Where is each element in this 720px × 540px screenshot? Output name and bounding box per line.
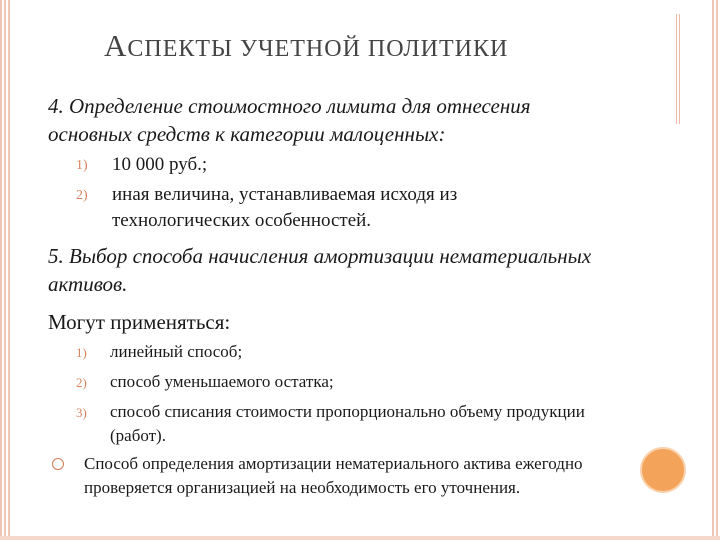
section-4-line-1: 4. Определение стоимостного лимита для отнесения <box>48 94 531 118</box>
list-item-text: линейный способ; <box>110 342 243 361</box>
title-rest: СПЕКТЫ УЧЕТНОЙ ПОЛИТИКИ <box>127 36 509 62</box>
section-5-heading <box>48 242 591 298</box>
top-right-line-decoration <box>676 14 680 124</box>
bottom-frame-decoration <box>0 536 720 540</box>
list-number: 1) <box>76 345 87 360</box>
right-frame-decoration <box>710 0 720 540</box>
list-item <box>76 400 585 448</box>
section-5-line-2: активов. <box>48 272 128 296</box>
orange-circle-decoration <box>640 447 686 493</box>
section-4-line-2: основных средств к категории малоценных: <box>48 122 446 146</box>
list-number: 2) <box>76 188 88 203</box>
list-item <box>76 340 585 364</box>
note-line-1: Способ определения амортизации нематериального актива ежегодно <box>84 454 583 473</box>
list-number: 3) <box>76 405 87 420</box>
list-item-text: технологических особенностей. <box>112 210 372 231</box>
list-item <box>76 370 585 394</box>
list-number: 1) <box>76 158 88 173</box>
note-text <box>84 452 583 500</box>
note-line-2: проверяется организацией на необходимость его уточнения. <box>84 478 521 497</box>
list-item <box>76 152 457 178</box>
section-4-heading <box>48 92 531 148</box>
list-number: 2) <box>76 375 87 390</box>
list-item-text: 10 000 руб.; <box>112 154 208 175</box>
list-item <box>76 182 457 234</box>
threshold-list <box>76 152 457 234</box>
list-item-text: иная величина, устанавливаемая исходя из <box>112 184 458 205</box>
circle-bullet-icon <box>52 458 64 470</box>
title-first-letter: А <box>104 28 128 63</box>
list-item-text: способ уменьшаемого остатка; <box>110 372 334 391</box>
methods-list <box>76 340 585 448</box>
list-item-text: способ списания стоимости пропорционально объему продукции <box>110 402 585 421</box>
may-apply-label: Могут применяться: <box>48 310 231 334</box>
slide-title <box>104 28 508 64</box>
left-frame-decoration <box>0 0 10 540</box>
list-item-text: (работ). <box>110 426 166 445</box>
section-5-line-1: 5. Выбор способа начисления амортизации нематериальных <box>48 244 592 268</box>
